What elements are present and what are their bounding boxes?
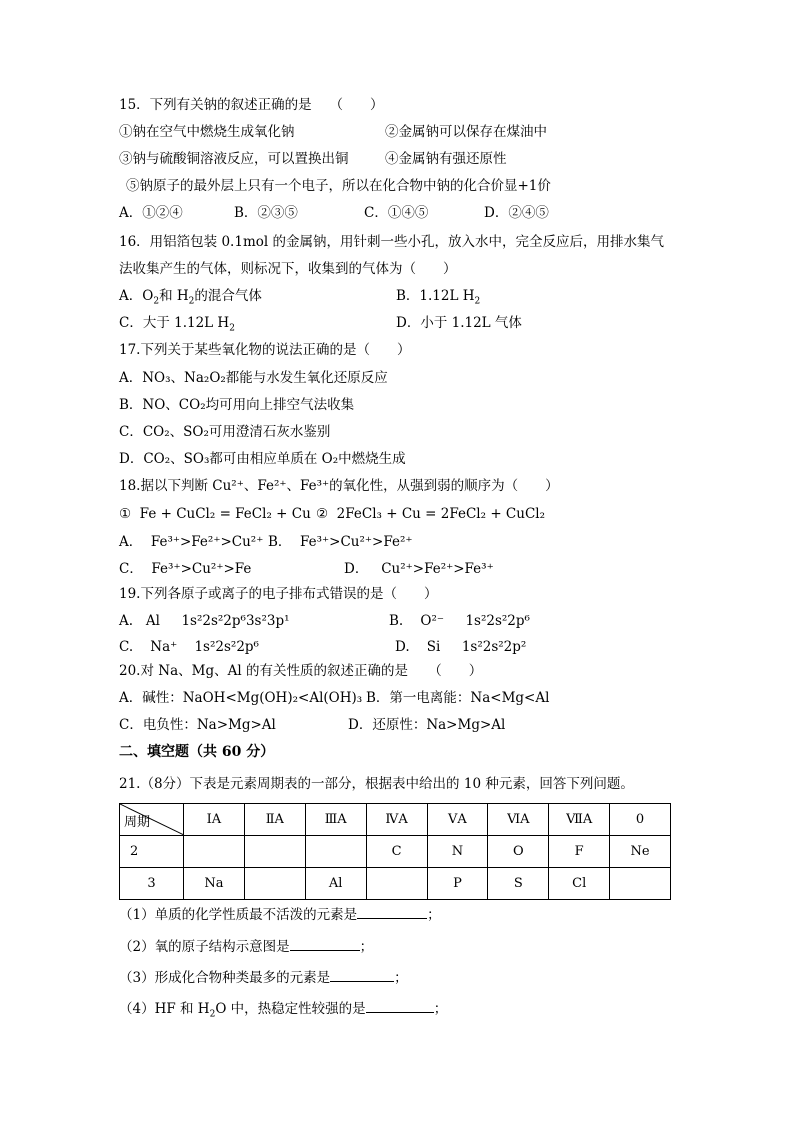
group-header: ⅢA (305, 804, 366, 836)
q20-option-d: D．还原性：Na>Mg>Al (348, 717, 506, 733)
q20-option-a: A．碱性：NaOH<Mg(OH)₂<Al(OH)₃ (119, 690, 363, 706)
element-cell: O (488, 836, 549, 868)
q17-option-a: A．NO₃、Na₂O₂都能与水发生氧化还原反应 (119, 370, 388, 386)
q18-stem: 18.据以下判断 Cu²⁺、Fe²⁺、Fe³⁺的氧化性，从强到弱的顺序为（ ） (119, 478, 559, 494)
q15-stem: 15．下列有关钠的叙述正确的是 （ ） (119, 97, 384, 113)
corner-label-period: 周期 (124, 815, 151, 830)
element-cell: P (427, 868, 488, 900)
q18-option-a: A． Fe³⁺>Fe²⁺>Cu²⁺ (119, 534, 264, 550)
answer-blank-1[interactable] (357, 904, 427, 919)
q19-stem: 19.下列各原子或离子的电子排布式错误的是（ ） (119, 586, 438, 602)
element-cell: S (488, 868, 549, 900)
table-corner-cell (120, 804, 184, 836)
period-cell: 3 (120, 868, 184, 900)
answer-blank-3[interactable] (330, 967, 394, 982)
q16-option-b: B．1.12L $H_2$ (396, 288, 481, 307)
q15-option-a: A．①②④ (119, 205, 183, 221)
q20-option-b: B．第一电离能：Na<Mg<Al (366, 690, 550, 706)
q17-option-c: C．CO₂、SO₂可用澄清石灰水鉴别 (119, 424, 331, 440)
table-row (120, 868, 671, 900)
q19-option-d: D. Si 1s²2s²2p² (395, 639, 527, 655)
element-cell: Al (305, 868, 366, 900)
q20-stem: 20.对 Na、Mg、Al 的有关性质的叙述正确的是 （ ） (119, 663, 483, 679)
table-header-row (120, 804, 671, 836)
element-cell: Cl (549, 868, 610, 900)
element-cell (366, 868, 427, 900)
q16-stem-line1: 16．用铝箔包装 0.1mol 的金属钠，用针刺一些小孔，放入水中，完全反应后，用排水集气 (119, 234, 664, 250)
q15-statement-2: ②金属钠可以保存在煤油中 (385, 124, 547, 140)
element-cell (184, 836, 245, 868)
q19-option-b: B. O²⁻ 1s²2s²2p⁶ (389, 613, 530, 629)
element-cell: C (366, 836, 427, 868)
q21-part-2: （2）氧的原子结构示意图是 ； (119, 936, 373, 957)
q21-stem: 21.（8分）下表是元素周期表的一部分，根据表中给出的 10 种元素，回答下列问题。 (119, 776, 634, 792)
q21-part-4: （4）HF 和 $H_2O$ 中，热稳定性较强的是 ； (119, 998, 447, 1019)
q15-option-d: D．②④⑤ (484, 205, 549, 221)
answer-blank-2[interactable] (290, 936, 360, 951)
section-heading-fill-in: 二、填空题（共 60 分） (119, 744, 275, 760)
q15-statement-4: ④金属钠有强还原性 (385, 151, 507, 167)
q18-option-b: B． Fe³⁺>Cu²⁺>Fe²⁺ (268, 534, 413, 550)
q16-option-c: C．大于 1.12L $H_2$ (119, 315, 235, 334)
q16-option-a: A．$O_2$和 $H_2$的混合气体 (119, 288, 262, 307)
q15-statement-1: ①钠在空气中燃烧生成氧化钠 (119, 124, 295, 140)
element-cell (244, 836, 305, 868)
group-header: ⅡA (244, 804, 305, 836)
q15-statement-5: ⑤钠原子的最外层上只有一个电子，所以在化合物中钠的化合价显+1价 (126, 178, 551, 194)
q17-option-d: D．CO₂、SO₃都可由相应单质在 O₂中燃烧生成 (119, 451, 406, 467)
element-cell (244, 868, 305, 900)
q16-stem-line2: 法收集产生的气体，则标况下，收集到的气体为（ ） (119, 261, 457, 277)
q18-option-d: D． Cu²⁺>Fe²⁺>Fe³⁺ (344, 561, 494, 577)
group-header: ⅣA (366, 804, 427, 836)
group-header: ⅦA (549, 804, 610, 836)
q19-option-a: A. Al 1s²2s²2p⁶3s²3p¹ (119, 613, 290, 629)
answer-blank-4[interactable] (366, 998, 434, 1013)
q17-stem: 17.下列关于某些氧化物的说法正确的是（ ） (119, 342, 411, 358)
q18-reaction-1: ① Fe + CuCl₂ = FeCl₂ + Cu (119, 506, 311, 522)
periodic-table-excerpt (119, 803, 671, 900)
q15-option-c: C．①④⑤ (364, 205, 429, 221)
q18-option-c: C． Fe³⁺>Cu²⁺>Fe (119, 561, 252, 577)
group-header: ⅠA (184, 804, 245, 836)
element-cell: N (427, 836, 488, 868)
q18-reaction-2: ② 2FeCl₃ + Cu = 2FeCl₂ + CuCl₂ (316, 506, 546, 522)
group-header: 0 (610, 804, 671, 836)
q17-option-b: B．NO、CO₂均可用向上排空气法收集 (119, 397, 355, 413)
element-cell: Na (184, 868, 245, 900)
q19-option-c: C. Na⁺ 1s²2s²2p⁶ (119, 639, 259, 655)
group-header: ⅥA (488, 804, 549, 836)
group-header: ⅤA (427, 804, 488, 836)
q20-option-c: C．电负性：Na>Mg>Al (119, 717, 276, 733)
table-row (120, 836, 671, 868)
q15-statement-3: ③钠与硫酸铜溶液反应，可以置换出铜 (119, 151, 349, 167)
period-cell: 2 (120, 836, 184, 868)
element-cell (305, 836, 366, 868)
q21-part-1: （1）单质的化学性质最不活泼的元素是 ； (119, 904, 441, 925)
element-cell: Ne (610, 836, 671, 868)
q16-option-d: D．小于 1.12L 气体 (396, 315, 522, 331)
q21-part-3: （3）形成化合物种类最多的元素是 ； (119, 967, 408, 988)
element-cell (610, 868, 671, 900)
element-cell: F (549, 836, 610, 868)
q15-option-b: B．②③⑤ (234, 205, 298, 221)
